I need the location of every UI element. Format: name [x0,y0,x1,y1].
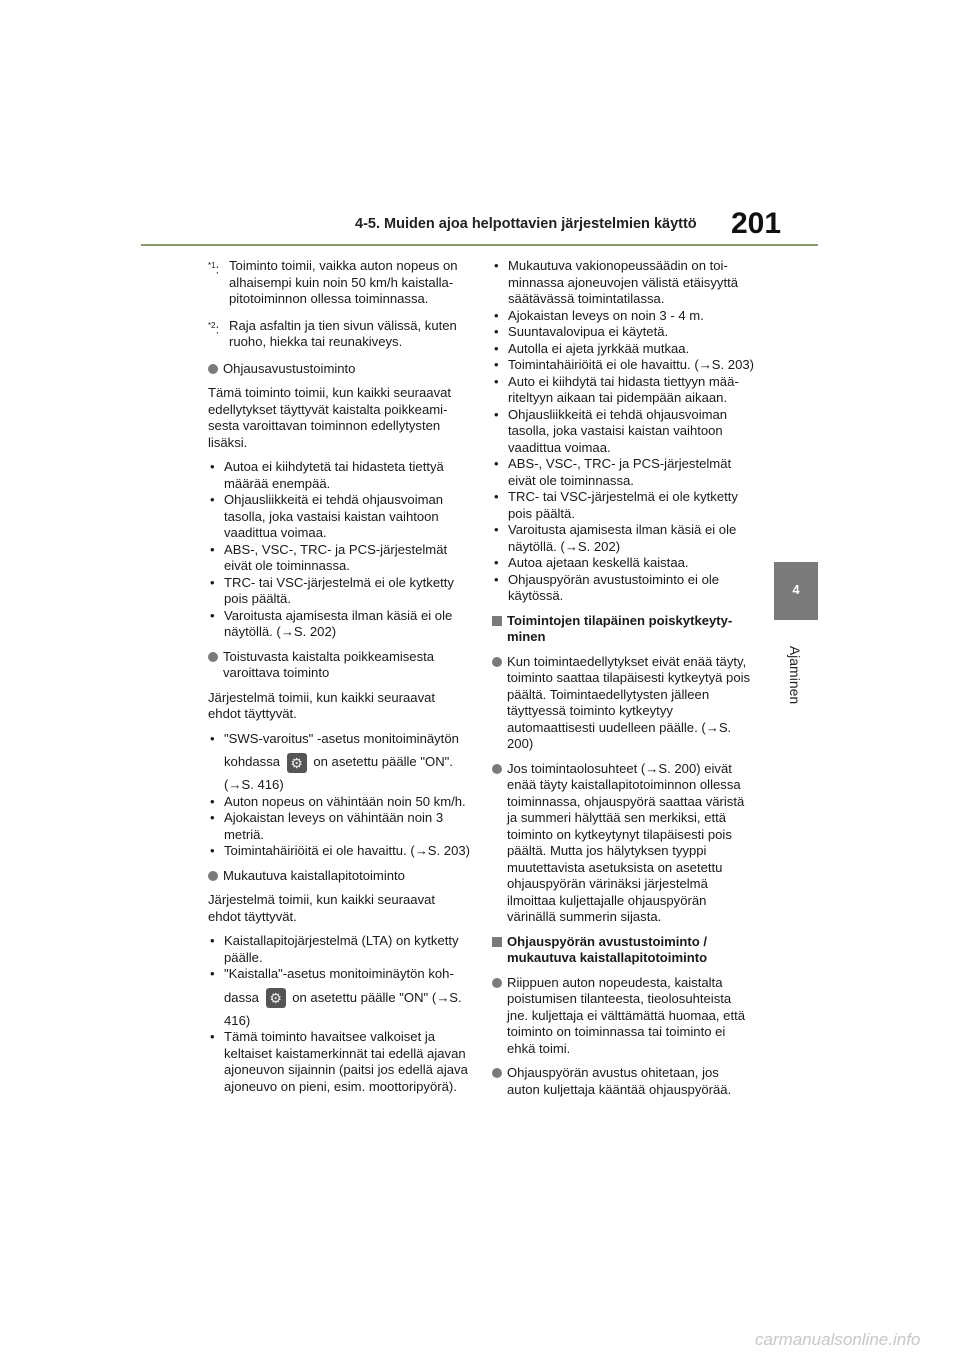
page-number: 201 [731,207,782,240]
paragraph: Ohjauspyörän avustus ohitetaan, jos auton kuljettaja kääntää ohjauspyörää. [492,1065,754,1098]
chapter-label [770,635,820,715]
arrow-icon: → [228,777,242,792]
list-item: • Auton nopeus on vähintään noin 50 km/h. [208,794,470,811]
bullet-square-icon [492,937,502,947]
paragraph: Järjestelmä toimii, kun kaikki seuraavat ehdot täyttyvät. [208,892,436,924]
list-item: • "Kaistalla"-asetus monitoiminäytön kohdassa ⚙ on asetettu päälle "ON" (→S. 416) [208,966,470,1029]
footnote-1-mark: $^{*1}$: [208,261,220,277]
condition-list [208,933,470,1095]
section-steering-assist: Ohjausavustustoiminto [208,361,470,378]
list-item: • Kaistallapitojärjestelmä (LTA) on kytketty päälle. [208,933,470,966]
paragraph: Jos toimintaolosuhteet (→S. 200) eivät enää täyty kaistallapitotoiminnon ollessa toiminnassa, ohjauspyörä saattaa väristä ja summeri hälyttää sen merkiksi, että toiminto on kytkeytynyt tilapäisesti pois päältä. Mutta jos hälytyksen tyyppi muutettavista asetuksista on asetettu ohjauspyörän värinäksi järjestelmä ilmoittaa kuljettajalle ohjauspyörän värinällä summerin sijasta. [492,761,754,926]
settings-gear-icon: ⚙ [266,988,286,1008]
list-item: • Ohjauspyörän avustustoiminto ei ole käytössä. [492,572,754,605]
list-item: • Ohjausliikkeitä ei tehdä ohjausvoiman tasolla, joka vastaisi kaistan vaihtoon vaadittua voimaa. [492,407,754,457]
list-item: • Auto ei kiihdytä tai hidasta tiettyyn määriteltyyn aikaan tai pidempään aikaan. [492,374,754,407]
list-item: • TRC- tai VSC-järjestelmä ei ole kytketty pois päältä. [492,489,754,522]
bullet-square-icon [492,616,502,626]
bullet-circle-icon [208,652,218,662]
list-item: • Toimintahäiriöitä ei ole havaittu. (→S. 203) [492,357,754,374]
list-item: • Toimintahäiriöitä ei ole havaittu. (→S. 203) [208,843,470,860]
arrow-icon: → [698,357,712,372]
watermark: carmanualsonline.info [755,1330,921,1349]
condition-list [208,459,470,641]
bullet-circle-icon [492,764,502,774]
heading-temporary-cancel: Toimintojen tilapäinen poiskytkeytyminen [492,613,754,646]
chapter-tab [774,562,818,620]
list-item: • Ajokaistan leveys on vähintään noin 3 metriä. [208,810,470,843]
list-item: • Varoitusta ajamisesta ilman käsiä ei ole näytöllä. (→S. 202) [492,522,754,555]
list-item: • ABS-, VSC-, TRC- ja PCS-järjestelmät eivät ole toiminnassa. [492,456,754,489]
arrow-icon: → [414,843,428,858]
list-item: • Varoitusta ajamisesta ilman käsiä ei ole näytöllä. (→S. 202) [208,608,470,641]
bullet-circle-icon [492,1068,502,1078]
settings-gear-icon: ⚙ [287,753,307,773]
list-item: • Autolla ei ajeta jyrkkää mutkaa. [492,341,754,358]
left-column [208,258,470,1103]
footnote-1-text: Toiminto toimii, vaikka auton nopeus on alhaisempi kuin noin 50 km/h kaistallapitotoiminnon ollessa toiminnassa. [229,258,458,306]
paragraph: Järjestelmä toimii, kun kaikki seuraavat ehdot täyttyvät. [208,689,436,721]
list-item: • Ajokaistan leveys on noin 3 - 4 m. [492,308,754,325]
bullet-circle-icon [492,978,502,988]
arrow-icon: → [705,719,719,735]
list-item: • Suuntavalovipua ei käytetä. [492,324,754,341]
header-divider [141,244,818,246]
arrow-icon: → [280,624,294,639]
list-item: • "SWS-varoitus" -asetus monitoiminäytön kohdassa ⚙ on asetettu päälle "ON". (→S. 416) [208,731,470,794]
paragraph: Riippuen auton nopeudesta, kaistalta poistumisen tilanteesta, tieolosuhteista jne. kuljettaja ei välttämättä huomaa, että toiminto on toiminnassa tai toiminto ei ehkä toimi. [492,975,754,1058]
list-item: • Autoa ajetaan keskellä kaistaa. [492,555,754,572]
bullet-circle-icon [208,871,218,881]
footnote-2 [208,318,470,351]
list-item: • TRC- tai VSC-järjestelmä ei ole kytketty pois päältä. [208,575,470,608]
footnote-2-text: Raja asfaltin ja tien sivun välissä, kuten ruoho, hiekka tai reunakiveys. [229,317,457,349]
condition-list [492,258,754,605]
list-item: • Ohjausliikkeitä ei tehdä ohjausvoiman tasolla, joka vastaisi kaistan vaihtoon vaadittua voimaa. [208,492,470,542]
chapter-number: 4 [792,582,800,597]
section-title: 4-5. Muiden ajoa helpottavien järjestelmien käyttö [355,216,697,232]
heading-steering-assist: Ohjauspyörän avustustoiminto / mukautuva kaistallapitotoiminto [492,934,754,967]
arrow-icon: → [436,989,450,1005]
section-adaptive-lane-keeping: Mukautuva kaistallapitotoiminto [208,868,470,885]
list-item: • ABS-, VSC-, TRC- ja PCS-järjestelmät eivät ole toiminnassa. [208,542,470,575]
right-column [492,258,754,1106]
list-item: • Autoa ei kiihdytetä tai hidasteta tiettyä määrää enempää. [208,459,470,492]
footnote-2-mark: $^{*2}$: [208,320,220,336]
paragraph: Kun toimintaedellytykset eivät enää täyty, toiminto saattaa tilapäisesti kytkeytyä pois päältä. Toimintaedellytysten jälleen täyttyessä toiminto kytkeytyy automaattisesti uudelleen päälle. (→S. 200) [492,654,754,753]
arrow-icon: → [564,538,578,554]
chapter-label-text: Ajaminen [787,645,803,705]
arrow-icon: → [645,760,659,776]
bullet-circle-icon [492,657,502,667]
bullet-circle-icon [208,364,218,374]
paragraph: Tämä toiminto toimii, kun kaikki seuraavat edellytykset täyttyvät kaistalta poikkeamisesta varoittavan toiminnon edellytysten lisäksi. [208,385,452,450]
condition-list [208,731,470,860]
list-item: • Tämä toiminto havaitsee valkoiset ja keltaiset kaistamerkinnät tai edellä ajavan ajoneuvon sijainnin (paitsi jos edellä ajava ajoneuvo on pieni, esim. moottoripyörä). [208,1029,470,1095]
section-sway-warning: Toistuvasta kaistalta poikkeamisesta varoittava toiminto [208,649,470,682]
footnote-1 [208,258,470,308]
list-item: • Mukautuva vakionopeussäädin on toiminnassa ajoneuvojen välistä etäisyyttä säätävässä toimintatilassa. [492,258,754,308]
